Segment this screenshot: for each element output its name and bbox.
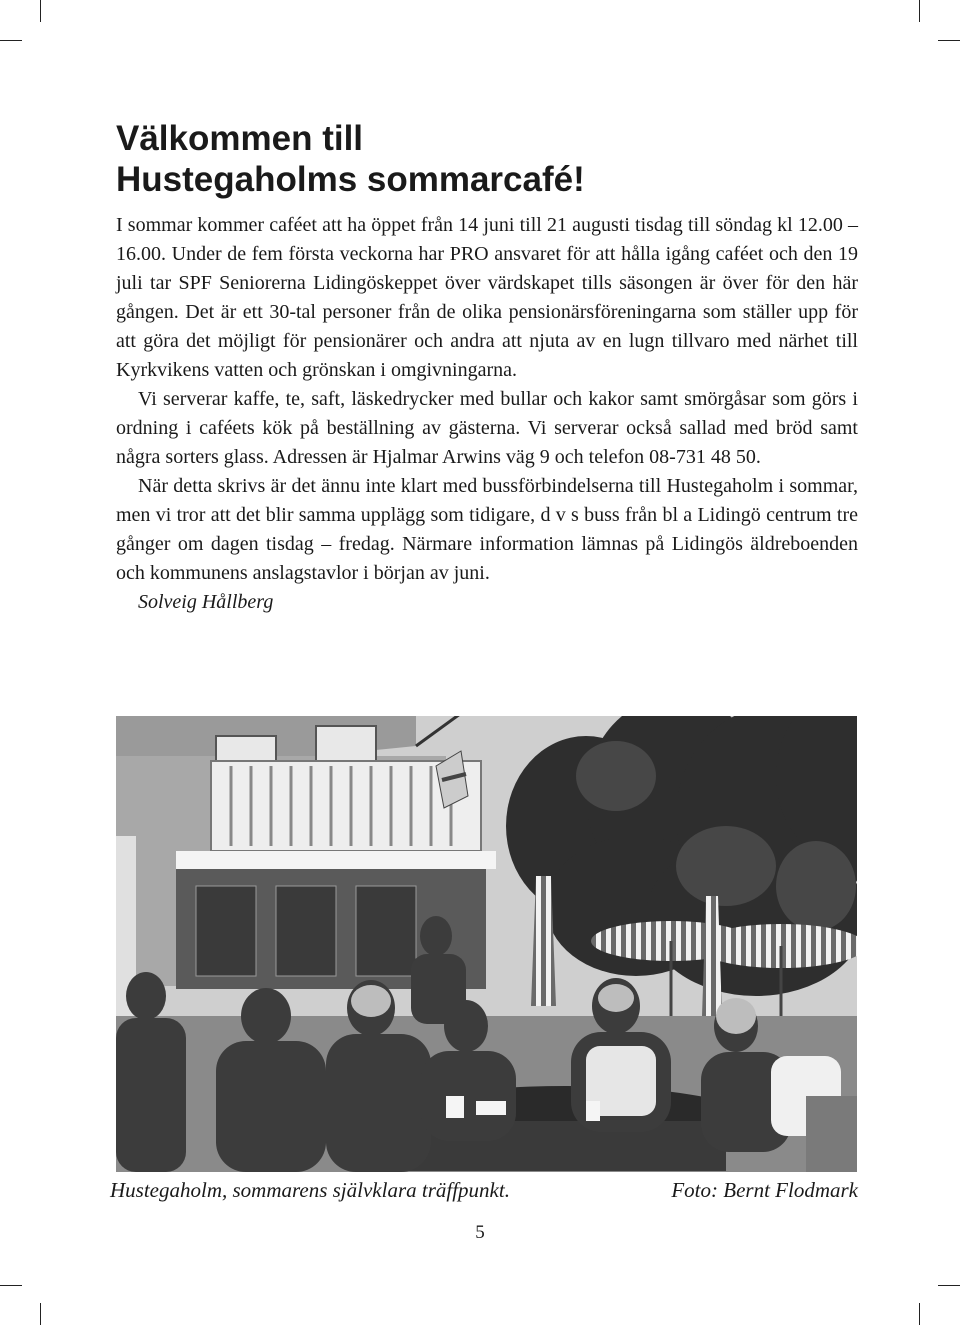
photo-caption: Hustegaholm, sommarens självklara träffpunkt. bbox=[110, 1178, 510, 1202]
author-signature: Solveig Hållberg bbox=[138, 591, 274, 613]
title-line-1: Välkommen till bbox=[116, 119, 364, 158]
crop-mark bbox=[919, 0, 920, 22]
crop-mark bbox=[0, 40, 22, 41]
page-title bbox=[116, 118, 876, 200]
crop-mark bbox=[0, 1285, 22, 1286]
crop-mark bbox=[919, 1303, 920, 1325]
paragraph: Vi serverar kaffe, te, saft, läskedrycker med bullar och kakor samt smörgåsar som görs i ordning i caféets kök på beställning av gästerna. Vi serverar också sallad med bröd samt några sorters glass. Adressen är Hjalmar Arwins väg 9 och telefon 08-731 48 50. bbox=[116, 388, 858, 468]
crop-mark bbox=[40, 1303, 41, 1325]
crop-mark bbox=[40, 0, 41, 22]
article-body bbox=[116, 211, 858, 617]
cafe-photo-illustration bbox=[116, 716, 857, 1172]
paragraph: När detta skrivs är det ännu inte klart med bussförbindelserna till Hustegaholm i sommar, men vi tror att det blir samma upplägg som tidigare, d v s buss från bl a Lidingö centrum tre gånger om dagen tisdag – fredag. Närmare information lämnas på Lidingös äldreboenden och kommunens anslagstavlor i början av juni. bbox=[116, 475, 858, 584]
paragraph: I sommar kommer caféet att ha öppet från 14 juni till 21 augusti tisdag till söndag kl 12.00 – 16.00. Under de fem första veckorna har PRO ansvaret för att hålla igång caféet och den 19 juli tar SPF Seniorerna Lidingöskeppet över värdskapet tills säsongen är över för den här gången. Det är ett 30-tal personer från de olika pensionärsföreningarna som ställer upp för att göra det möjligt för pensionärer och andra att njuta av en lugn tillvaro med närhet till Kyrkvikens vatten och grönskan i omgivningarna. bbox=[116, 214, 858, 381]
crop-mark bbox=[938, 1285, 960, 1286]
photo-credit: Foto: Bernt Flodmark bbox=[671, 1178, 858, 1202]
title-line-2: Hustegaholms sommarcafé! bbox=[116, 160, 585, 199]
crop-mark bbox=[938, 40, 960, 41]
cafe-photo bbox=[116, 716, 857, 1172]
page-number: 5 bbox=[475, 1222, 485, 1243]
